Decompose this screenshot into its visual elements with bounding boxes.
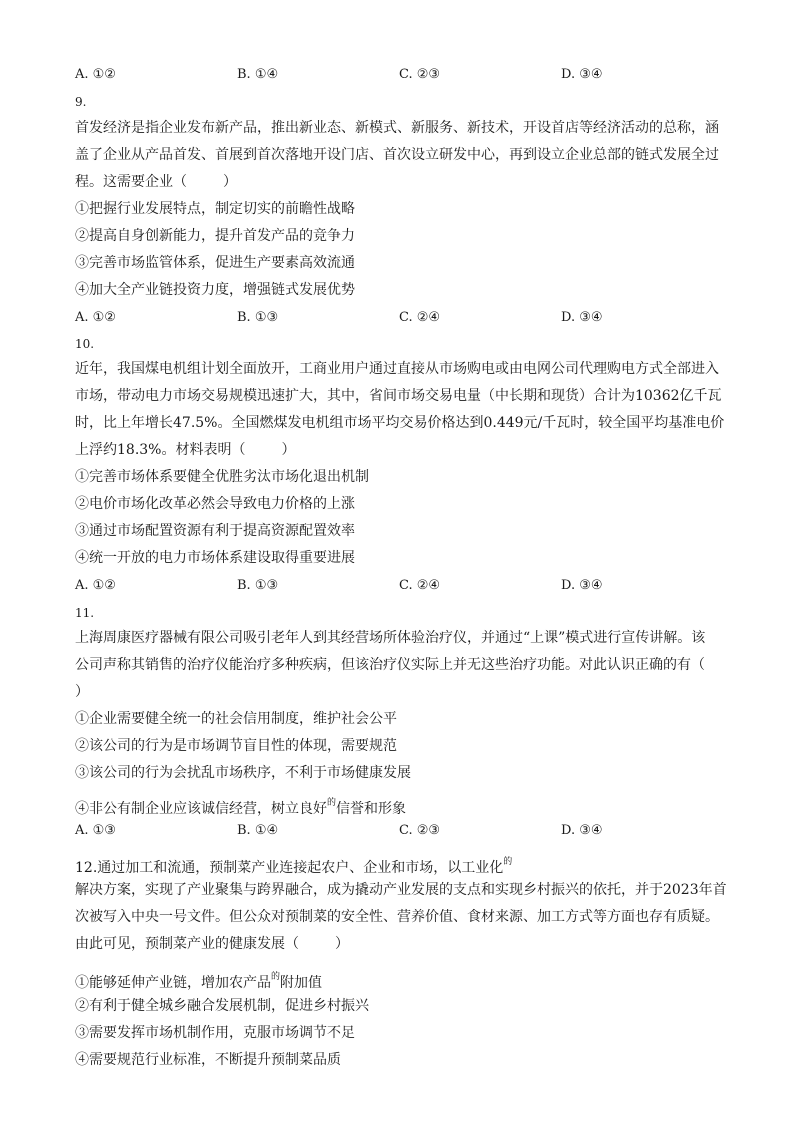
q12-stem-line: 次被写入中央一号文件。但公众对预制菜的安全性、营养价值、食材来源、加工方式等方面也存有质疑。 xyxy=(75,909,719,925)
option-c[interactable]: C. ②④ xyxy=(399,578,441,593)
q12-item-3: ③需要发挥市场机制作用，克服市场调节不足 xyxy=(75,1025,355,1041)
q12-item-2: ②有利于健全城乡融合发展机制，促进乡村振兴 xyxy=(75,998,369,1014)
option-a[interactable]: A. ①② xyxy=(75,310,116,325)
q12-item1-text-end: 附加值 xyxy=(280,975,323,991)
q10-options xyxy=(75,576,715,596)
q12-stem-text: 12.通过加工和流通，预制菜产业连接起农户、企业和市场，以工业化 xyxy=(75,860,504,876)
q12-item1-text: ①能够延伸产业链，增加农产品 xyxy=(75,975,271,991)
q12-item-1 xyxy=(75,967,322,993)
option-d[interactable]: D. ③④ xyxy=(561,310,603,325)
option-b[interactable]: B. ①④ xyxy=(237,823,279,838)
q10-item-1: ①完善市场体系要健全优胜劣汰市场化退出机制 xyxy=(75,469,369,485)
q10-stem-end: ） xyxy=(281,442,296,458)
q8-options xyxy=(75,65,715,85)
q12-stem-line: 解决方案，实现了产业聚集与跨界融合，成为撬动产业发展的支点和实现乡村振兴的依托，并于2023年首 xyxy=(75,882,727,898)
q11-stem-line: 公司声称其销售的治疗仪能治疗多种疾病，但该治疗仪实际上并无这些治疗功能。对此认识正确的有（ xyxy=(75,657,705,673)
q9-item-4: ④加大全产业链投资力度，增强链式发展优势 xyxy=(75,282,355,298)
q9-options xyxy=(75,308,715,328)
q10-item-2: ②电价市场化改革必然会导致电力价格的上涨 xyxy=(75,496,355,512)
q10-number: 10. xyxy=(75,337,95,351)
option-a[interactable]: A. ①② xyxy=(75,67,116,82)
q11-options xyxy=(75,821,715,841)
option-a[interactable]: A. ①② xyxy=(75,578,116,593)
option-c[interactable]: C. ②③ xyxy=(399,823,441,838)
option-b[interactable]: B. ①④ xyxy=(237,67,279,82)
option-c[interactable]: C. ②③ xyxy=(399,67,441,82)
q10-stem-line: 时，比上年增长47.5%。全国燃煤发电机组市场平均交易价格达到0.449元/千瓦时，较全国平均基准电价 xyxy=(75,415,725,431)
q10-stem-line: 市场，带动电力市场交易规模迅速扩大，其中，省间市场交易电量（中长期和现货）合计为10362亿千瓦 xyxy=(75,388,722,404)
q10-stem-line xyxy=(75,440,295,460)
q10-item-4: ④统一开放的电力市场体系建设取得重要进展 xyxy=(75,550,355,566)
q11-item4-text-end: 信誉和形象 xyxy=(336,801,407,817)
q11-item-1: ①企业需要健全统一的社会信用制度，维护社会公平 xyxy=(75,711,397,727)
q9-item-1: ①把握行业发展特点，制定切实的前瞻性战略 xyxy=(75,201,355,217)
option-d[interactable]: D. ③④ xyxy=(561,578,603,593)
q11-number: 11. xyxy=(75,606,95,620)
q9-stem-text: 程。这需要企业（ xyxy=(75,174,187,190)
q11-stem-line: ） xyxy=(75,684,89,700)
q10-stem-line: 近年，我国煤电机组计划全面放开，工商业用户通过直接从市场购电或由电网公司代理购电方式全部进入 xyxy=(75,361,719,377)
option-b[interactable]: B. ①③ xyxy=(237,578,279,593)
q11-stem-line: 上海周康医疗器械有限公司吸引老年人到其经营场所体验治疗仪，并通过“上课”模式进行宣传讲解。该 xyxy=(75,630,706,646)
q12-stem-end: ） xyxy=(335,936,349,952)
q10-stem-text: 上浮约18.3%。材料表明（ xyxy=(75,442,246,458)
q11-item-4 xyxy=(75,793,406,819)
option-d[interactable]: D. ③④ xyxy=(561,823,603,838)
q9-stem-line: 盖了企业从产品首发、首展到首次落地开设门店、首次设立研发中心，再到设立企业总部的链式发展全过 xyxy=(75,147,719,163)
q9-item-3: ③完善市场监管体系，促进生产要素高效流通 xyxy=(75,255,355,271)
q9-stem-line xyxy=(75,172,237,192)
q9-item-2: ②提高自身创新能力，提升首发产品的竞争力 xyxy=(75,228,355,244)
q11-item4-sup: 的 xyxy=(327,798,337,808)
q9-number: 9. xyxy=(75,95,87,109)
q9-stem-line: 首发经济是指企业发布新产品，推出新业态、新模式、新服务、新技术，开设首店等经济活动的总称，涵 xyxy=(75,120,719,136)
q11-item4-text: ④非公有制企业应该诚信经营，树立良好 xyxy=(75,801,327,817)
q12-sup: 的 xyxy=(503,857,513,867)
q12-stem-line xyxy=(75,934,349,954)
q12-item-4: ④需要规范行业标准，不断提升预制菜品质 xyxy=(75,1052,341,1068)
q12-stem-text: 由此可见，预制菜产业的健康发展（ xyxy=(75,936,299,952)
q12-item1-sup: 的 xyxy=(271,972,281,982)
q9-stem-end: ） xyxy=(223,174,237,190)
option-c[interactable]: C. ②④ xyxy=(399,310,441,325)
q11-item-2: ②该公司的行为是市场调节盲目性的体现，需要规范 xyxy=(75,738,397,754)
q10-item-3: ③通过市场配置资源有利于提高资源配置效率 xyxy=(75,523,355,539)
option-b[interactable]: B. ①③ xyxy=(237,310,279,325)
option-d[interactable]: D. ③④ xyxy=(561,67,603,82)
option-a[interactable]: A. ①③ xyxy=(75,823,116,838)
q11-item-3: ③该公司的行为会扰乱市场秩序，不利于市场健康发展 xyxy=(75,765,411,781)
q12-first-line xyxy=(75,852,512,878)
